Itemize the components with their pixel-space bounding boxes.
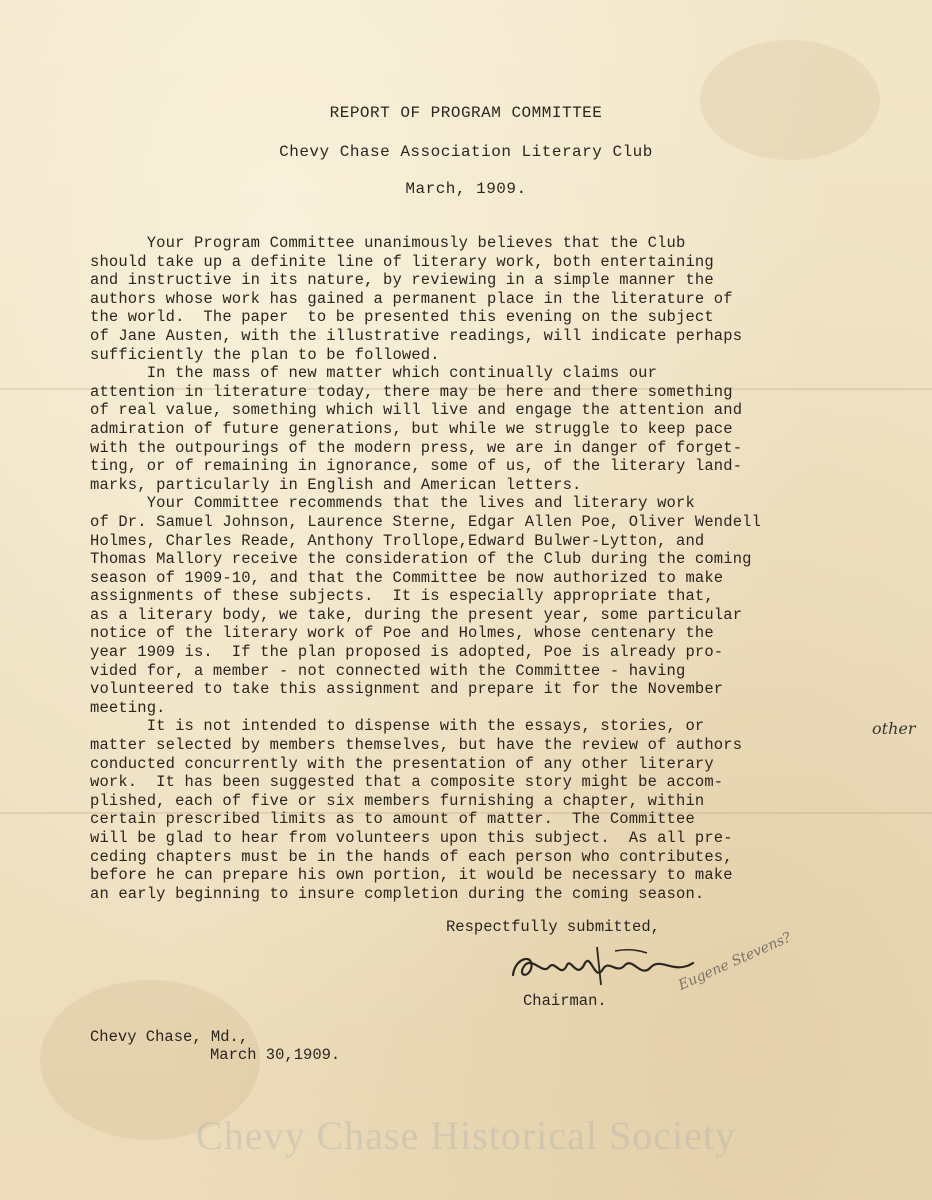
body-line: attention in literature today, there may be here and there something [90,382,733,401]
report-body [90,234,880,903]
body-line: notice of the literary work of Poe and Holmes, whose centenary the [90,624,714,643]
body-line: Holmes, Charles Reade, Anthony Trollope,Edward Bulwer-Lytton, and [90,531,705,550]
body-line: with the outpourings of the modern press, we are in danger of forget- [90,438,743,457]
handwritten-margin-note [872,714,932,744]
body-line: authors whose work has gained a permanent place in the literature of [90,289,733,308]
body-line: work. It has been suggested that a composite story might be accom- [90,773,724,792]
body-line: It is not intended to dispense with the essays, stories, or [90,717,705,736]
report-title: REPORT OF PROGRAM COMMITTEE [329,104,603,122]
pencil-annotation: Eugene Stevens? [676,929,794,994]
body-line: an early beginning to insure completion during the coming season. [90,884,705,903]
body-line: ting, or of remaining in ignorance, some of us, of the literary land- [90,457,743,476]
body-line: assignments of these subjects. It is especially appropriate that, [90,587,714,606]
body-line: as a literary body, we take, during the present year, some particular [90,605,743,624]
body-line: year 1909 is. If the plan proposed is adopted, Poe is already pro- [90,643,724,662]
body-line: should take up a definite line of literary work, both entertaining [90,252,714,271]
body-line: before he can prepare his own portion, it would be necessary to make [90,866,733,885]
body-line: Your Committee recommends that the lives and literary work [90,494,695,513]
body-line: matter selected by members themselves, but have the review of authors [90,736,743,755]
body-line: ceding chapters must be in the hands of each person who contributes, [90,847,733,866]
closing-line: Respectfully submitted, [446,918,660,936]
body-line: Thomas Mallory receive the consideration of the Club during the coming [90,550,752,569]
body-line: will be glad to hear from volunteers upon this subject. As all pre- [90,829,733,847]
body-line: Your Program Committee unanimously believes that the Club [90,234,686,252]
body-line: of real value, something which will live and engage the attention and [90,401,743,420]
chairman-title: Chairman. [523,992,607,1010]
chairman-signature [505,935,705,995]
body-line: marks, particularly in English and American letters. [90,475,582,494]
body-line: volunteered to take this assignment and prepare it for the November [90,680,724,699]
body-line: of Jane Austen, with the illustrative readings, will indicate perhaps [90,326,743,345]
body-line: of Dr. Samuel Johnson, Laurence Sterne, Edgar Allen Poe, Oliver Wendell [90,512,762,531]
organization-name: Chevy Chase Association Literary Club [279,143,653,161]
svg-text:other: other [872,719,916,738]
signing-date: March 30,1909. [210,1046,341,1064]
body-line: conducted concurrently with the presentation of any other literary [90,754,714,773]
body-line: sufficiently the plan to be followed. [90,345,440,364]
body-line: season of 1909-10, and that the Committee be now authorized to make [90,568,724,587]
body-line: admiration of future generations, but while we struggle to keep pace [90,419,733,438]
report-date: March, 1909. [405,180,527,198]
body-line: certain prescribed limits as to amount of matter. The Committee [90,810,695,829]
body-line: plished, each of five or six members furnishing a chapter, within [90,791,705,810]
body-line: meeting. [90,698,166,717]
body-line: vided for, a member - not connected with the Committee - having [90,661,686,680]
body-line: and instructive in its nature, by reviewing in a simple manner the [90,271,714,290]
body-line: the world. The paper to be presented this evening on the subject [90,308,714,327]
body-line: In the mass of new matter which continually claims our [90,364,658,383]
paper-stain [700,40,880,160]
watermark: Chevy Chase Historical Society [196,1113,736,1158]
place-line: Chevy Chase, Md., [90,1028,249,1046]
